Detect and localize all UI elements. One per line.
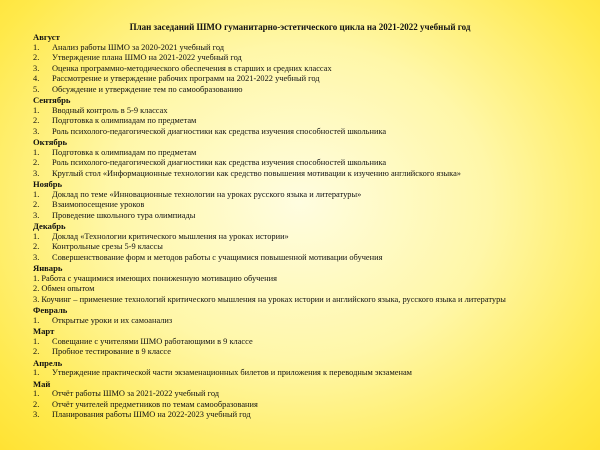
item-number: 2. bbox=[33, 53, 40, 62]
list-item bbox=[33, 284, 593, 295]
item-text: 2. Обмен опытом bbox=[33, 284, 95, 293]
month-heading: Октябрь bbox=[33, 137, 68, 147]
item-number: 1. bbox=[33, 105, 40, 115]
item-text: Совершенствование форм и методов работы с учащимися повышенной мотивации обучения bbox=[52, 252, 383, 262]
list-item bbox=[33, 347, 593, 358]
month-heading: Апрель bbox=[33, 357, 63, 368]
item-text: 3. Коучинг – применение технологий критического мышления на уроках истории и английского языка, русского языка и литературы bbox=[33, 294, 506, 304]
item-number: 3. bbox=[33, 168, 40, 178]
list-item bbox=[33, 158, 593, 169]
item-text: Открытые уроки и их самоанализ bbox=[52, 315, 173, 325]
item-number: 5. bbox=[33, 84, 40, 94]
item-text: Анализ работы ШМО за 2020-2021 учебный год bbox=[52, 42, 225, 52]
item-number: 1. bbox=[33, 368, 40, 377]
item-number: 2. bbox=[33, 347, 40, 356]
item-text: Отчёт работы ШМО за 2021-2022 учебный год bbox=[52, 389, 220, 398]
item-text: Роль психолого-педагогической диагностики как средства изучения способностей школьника bbox=[52, 126, 387, 136]
item-text: Вводный контроль в 5-9 классах bbox=[52, 105, 168, 115]
list-item bbox=[33, 106, 593, 117]
month-heading: Май bbox=[33, 378, 51, 389]
list-item bbox=[33, 211, 593, 222]
item-text: 1. Работа с учащимися имеющих пониженную мотивацию обучения bbox=[33, 273, 277, 283]
month-heading: Декабрь bbox=[33, 221, 66, 231]
list-item bbox=[33, 337, 593, 348]
item-text: Отчёт учителей предметников по темам самообразования bbox=[52, 399, 258, 409]
item-number: 2. bbox=[33, 399, 40, 409]
list-item bbox=[33, 127, 593, 138]
list-item bbox=[33, 85, 593, 96]
list-item bbox=[33, 64, 593, 75]
month-heading: Август bbox=[33, 32, 60, 42]
item-number: 2. bbox=[33, 116, 40, 125]
item-number: 1. bbox=[33, 231, 40, 241]
item-text: Утверждение практической части экзаменационных билетов и приложения к переводным экзаменам bbox=[52, 368, 412, 377]
item-number: 1. bbox=[33, 336, 40, 346]
item-text: Утверждение плана ШМО на 2021-2022 учебный год bbox=[52, 53, 242, 62]
item-text: Оценка программно-методического обеспечения в старших и средних классах bbox=[52, 63, 332, 73]
item-text: Доклад «Технологии критического мышления на уроках истории» bbox=[52, 231, 289, 241]
item-number: 1. bbox=[33, 389, 40, 398]
item-text: Обсуждение и утверждение тем по самообразованию bbox=[52, 84, 243, 94]
item-number: 2. bbox=[33, 242, 40, 251]
item-number: 3. bbox=[33, 210, 40, 220]
list-item bbox=[33, 316, 593, 327]
month-heading: Февраль bbox=[33, 305, 68, 315]
item-text: Рассмотрение и утверждение рабочих программ на 2021-2022 учебный год bbox=[52, 74, 320, 83]
list-item bbox=[33, 368, 593, 379]
item-text: Доклад по теме «Инновационные технологии на уроках русского языка и литературы» bbox=[52, 189, 362, 199]
month-heading: Ноябрь bbox=[33, 179, 63, 189]
item-text: Проведение школьного тура олимпиады bbox=[52, 210, 196, 220]
list-item bbox=[33, 43, 593, 54]
item-text: Круглый стол «Информационные технологии как средство повышения мотивации к изучению английского языка» bbox=[52, 168, 461, 178]
item-number: 4. bbox=[33, 74, 40, 83]
list-item bbox=[33, 400, 593, 411]
list-item bbox=[33, 242, 593, 253]
item-text: Контрольные срезы 5-9 классы bbox=[52, 242, 163, 251]
list-item bbox=[33, 116, 593, 127]
list-item bbox=[33, 74, 593, 85]
item-number: 2. bbox=[33, 158, 40, 167]
item-text: Взаимопосещение уроков bbox=[52, 200, 145, 209]
plan-content bbox=[33, 32, 593, 421]
item-number: 3. bbox=[33, 410, 40, 419]
list-item bbox=[33, 274, 593, 285]
list-item bbox=[33, 295, 593, 306]
item-number: 3. bbox=[33, 63, 40, 73]
item-text: Роль психолого-педагогической диагностики как средства изучения способностей школьника bbox=[52, 158, 387, 167]
item-text: Пробное тестирование в 9 классе bbox=[52, 347, 171, 356]
list-item bbox=[33, 232, 593, 243]
list-item bbox=[33, 53, 593, 64]
item-number: 1. bbox=[33, 42, 40, 52]
item-number: 2. bbox=[33, 200, 40, 209]
item-number: 3. bbox=[33, 252, 40, 262]
item-number: 3. bbox=[33, 126, 40, 136]
item-number: 1. bbox=[33, 189, 40, 199]
month-heading: Март bbox=[33, 326, 55, 336]
item-text: Подготовка к олимпиадам по предметам bbox=[52, 147, 197, 157]
list-item bbox=[33, 389, 593, 400]
item-number: 1. bbox=[33, 315, 40, 325]
list-item bbox=[33, 410, 593, 421]
list-item bbox=[33, 148, 593, 159]
item-text: Подготовка к олимпиадам по предметам bbox=[52, 116, 197, 125]
month-heading: Январь bbox=[33, 263, 63, 273]
item-number: 1. bbox=[33, 147, 40, 157]
month-heading: Сентябрь bbox=[33, 95, 71, 105]
list-item bbox=[33, 169, 593, 180]
list-item bbox=[33, 200, 593, 211]
list-item bbox=[33, 190, 593, 201]
page-title: План заседаний ШМО гуманитарно-эстетического цикла на 2021-2022 учебный год bbox=[129, 22, 471, 32]
item-text: Планирования работы ШМО на 2022-2023 учебный год bbox=[52, 410, 251, 419]
item-text: Совещание с учителями ШМО работающими в 9 классе bbox=[52, 336, 253, 346]
list-item bbox=[33, 253, 593, 264]
